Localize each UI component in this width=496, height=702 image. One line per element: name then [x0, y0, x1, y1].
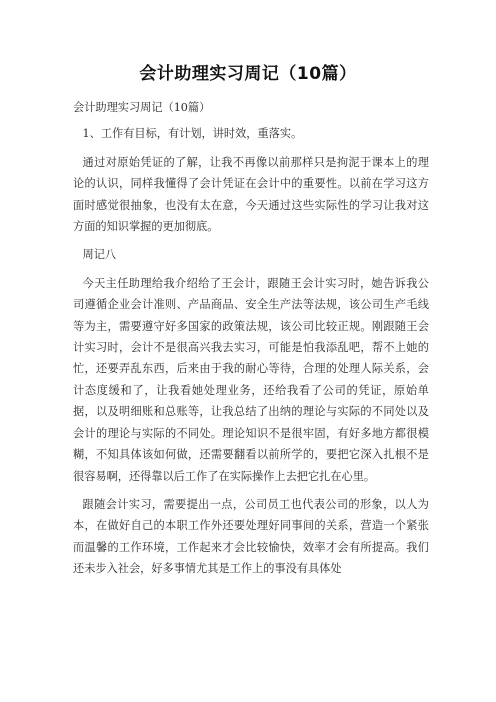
- paragraph-internship-with-accountant: 今天主任助理给我介绍给了王会计，跟随王会计实习时，她告诉我公司遵循企业会计准则、产品商品、安全生产法等法规，该公司生产毛线等为主，需要遵守好多国家的政策法规，该公司比较正规。刚跟随王会计实习时，会计不是很高兴我去实习，可能是怕我添乱吧，帮不上她的忙，还要弄乱东西，后来由于我的耐心等待，合理的处理人际关系，会计态度缓和了，让我看她处理业务，还给我看了公司的凭证，原始单据，以及明细账和总账等，让我总结了出纳的理论与实际的不同处以及会计的理论与实际的不同处。理论知识不是很牢固，有好多地方都很模糊，不知具体该如何做，还需要翻看以前所学的，要把它深入扎根不是很容易啊，还得靠以后工作了在实际操作上去把它扎在心里。: [73, 276, 429, 483]
- section-heading-week-eight: 周记八: [82, 248, 117, 262]
- paragraph-workplace-relations: 跟随会计实习，需要提出一点，公司员工也代表公司的形象，以人为本，在做好自己的本职工作外还要处理好同事间的关系，营造一个紧张而温馨的工作环境，工作起来才会比较愉快，效率才会有所提高。我们还未步入社会，好多事情尤其是工作上的事没有具体处: [73, 497, 429, 576]
- document-body: [73, 97, 429, 587]
- paragraph-original-vouchers: 通过对原始凭证的了解，让我不再像以前那样只是拘泥于课本上的理论的认识，同样我懂得了会计凭证在会计中的重要性。以前在学习这方面时感觉很抽象，也没有太在意，今天通过这些实际性的学习让我对这方面的知识掌握的更加彻底。: [73, 155, 429, 234]
- document-title: 会计助理实习周记（10篇）: [139, 64, 357, 84]
- document-subtitle: 会计助理实习周记（10篇）: [73, 101, 211, 114]
- paragraph-goal-line: 1、工作有目标，有计划，讲时效，重落实。: [82, 127, 303, 141]
